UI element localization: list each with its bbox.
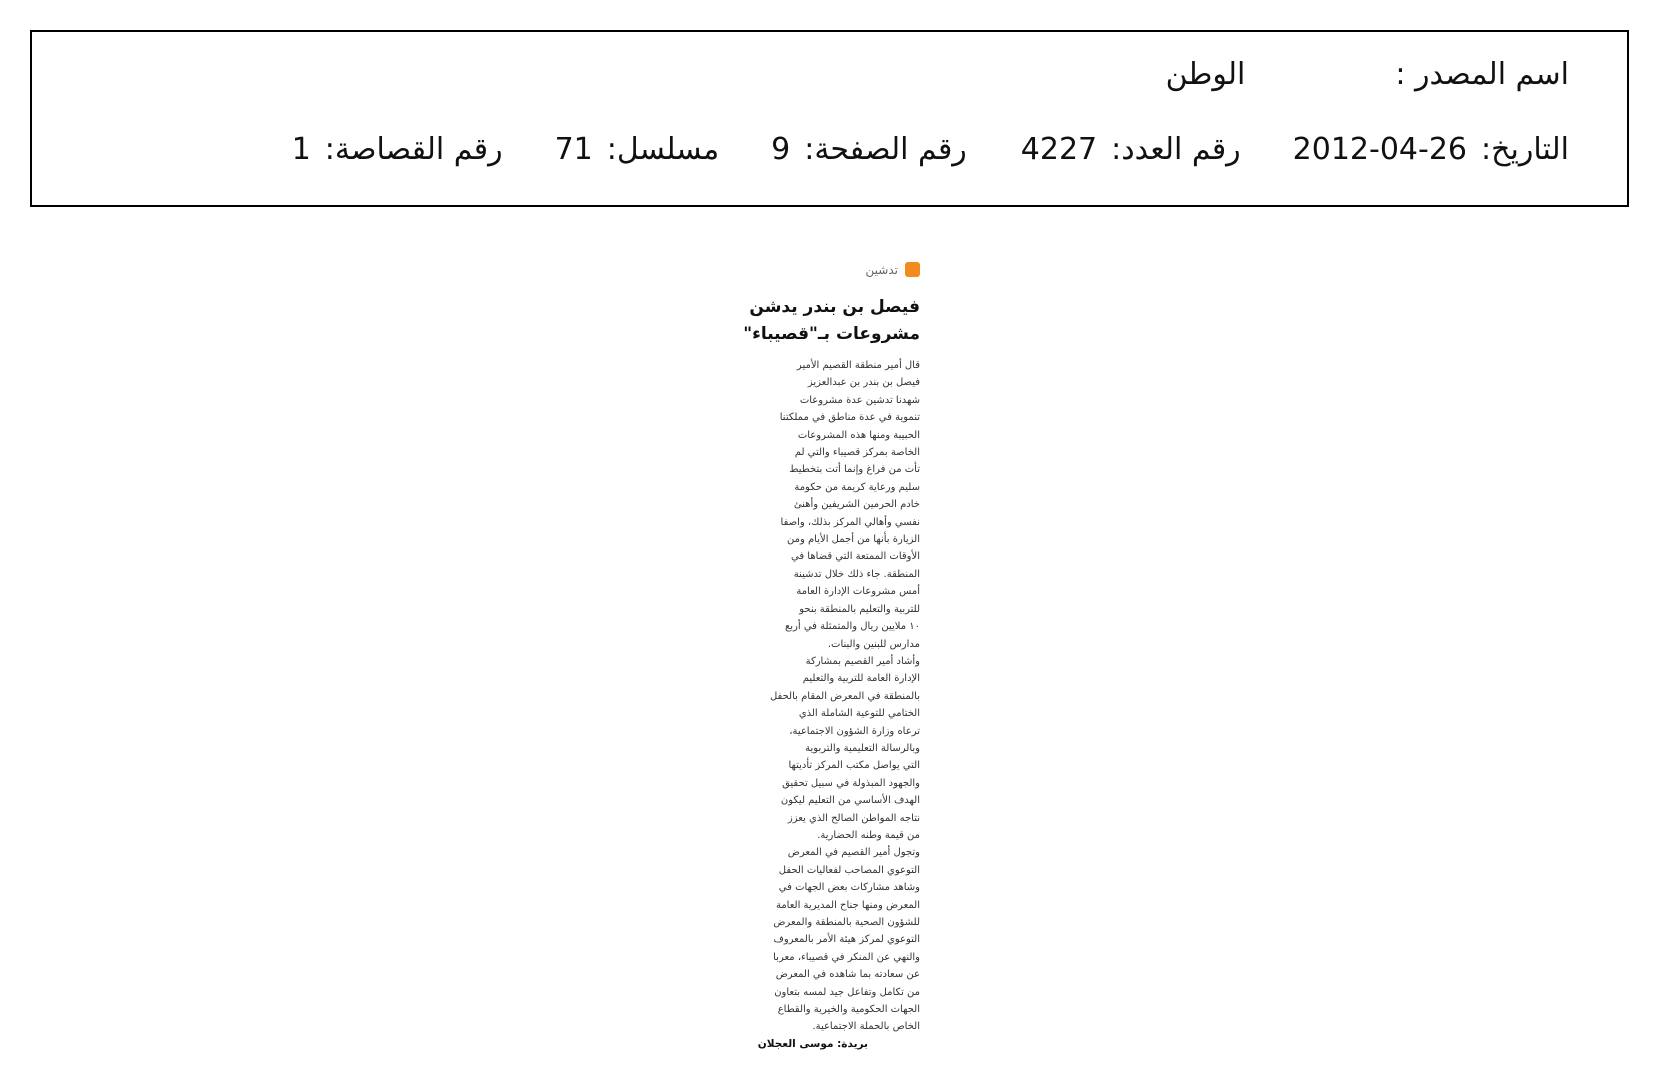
article-body-line: قال أمير منطقة القصيم الأمير <box>796 360 920 371</box>
section-tag <box>866 262 920 277</box>
article-body-line: الخاص بالحملة الاجتماعية. <box>812 1021 920 1033</box>
clipping-info-header <box>30 30 1629 207</box>
serial-value: 71 <box>554 132 593 167</box>
article-body-line: الإدارة العامة للتربية والتعليم <box>802 673 920 685</box>
article-body-line: تأت من فراغ وإنما أتت بتخطيط <box>789 464 920 476</box>
article-body-line: من تكامل وتفاعل جيد لمسه بتعاون <box>774 986 920 998</box>
section-marker-icon <box>905 262 920 277</box>
article-body-line: أمس مشروعات الإدارة العامة <box>796 586 920 598</box>
serial-label: مسلسل: <box>606 132 720 167</box>
article-body-line: نفسي وأهالي المركز بذلك، واصفا <box>780 516 920 528</box>
article-body-line: سليم ورعاية كريمة من حكومة <box>794 481 920 493</box>
article-body-line: الحبيبة ومنها هذه المشروعات <box>797 429 920 441</box>
page-number-label: رقم الصفحة: <box>804 132 967 167</box>
article-body-line: وتجول أمير القصيم في المعرض <box>787 847 920 859</box>
article-body-line: بالمنطقة في المعرض المقام بالحفل <box>769 690 920 702</box>
issue-number-label: رقم العدد: <box>1111 132 1241 167</box>
article-body-line: للتربية والتعليم بالمنطقة بنحو <box>799 603 920 615</box>
headline-line: فيصل بن بندر يدشن <box>749 297 920 317</box>
article-body-line: للشؤون الصحية بالمنطقة والمعرض <box>773 917 920 928</box>
article-body-line: وبالرسالة التعليمية والتربوية <box>805 742 920 754</box>
article-body-line: مدارس للبنين والبنات. <box>827 638 920 650</box>
article-body-line: الهدف الأساسي من التعليم ليكون <box>780 795 920 807</box>
source-label: اسم المصدر : <box>1395 57 1569 92</box>
article-body-line: الختامي للتوعية الشاملة الذي <box>798 708 920 720</box>
article-body-line: التي يواصل مكتب المركز تأديتها <box>788 760 920 772</box>
date-value: 2012-04-26 <box>1292 132 1468 167</box>
article-body-line: المنطقة. جاء ذلك خلال تدشينة <box>793 568 920 580</box>
article-body-line: فيصل بن بندر بن عبدالعزيز <box>807 377 920 389</box>
article-body-line: شهدنا تدشين عدة مشروعات <box>799 394 920 406</box>
article-body-line: عن سعادته بما شاهده في المعرض <box>775 969 920 981</box>
article-body-line: خادم الحرمين الشريفين وأهنئ <box>793 499 920 511</box>
headline-line: مشروعات بـ"قصيباء" <box>743 324 920 344</box>
newspaper-clipping <box>743 258 920 1058</box>
section-label: تدشين <box>865 262 898 277</box>
article-body-line: التوعوي المصاحب لفعاليات الحفل <box>778 864 920 876</box>
article-body-line: نتاجه المواطن الصالح الذي يعزز <box>787 812 920 824</box>
source-row <box>72 57 1569 92</box>
metadata-row <box>72 132 1569 167</box>
article-body-line: ١٠ ملايين ريال والمتمثلة في أربع <box>784 621 920 633</box>
article-body-line: من قيمة وطنه الحضارية. <box>817 829 920 841</box>
article-body-line: ترعاه وزارة الشؤون الاجتماعية، <box>789 725 920 737</box>
article-byline: بريدة: موسى العجلان <box>757 1038 868 1050</box>
article-body-line: الزيارة بأنها من أجمل الأيام ومن <box>787 534 920 546</box>
article-body-line: والنهي عن المنكر في قصيباء، معربا <box>773 951 920 963</box>
article-body-line: الأوقات الممتعة التي قضاها في <box>791 551 920 563</box>
article-body-line: وشاهد مشاركات بعض الجهات في <box>778 882 920 894</box>
clip-number-value: 1 <box>291 132 311 167</box>
article-body-line: الخاصة بمركز قصيباء والتي لم <box>794 447 920 459</box>
page-number-value: 9 <box>771 132 791 167</box>
article-body-line: الجهات الحكومية والخيرية والقطاع <box>777 1004 920 1016</box>
source-value: الوطن <box>1165 57 1246 92</box>
article-body-line: المعرض ومنها جناح المديرية العامة <box>775 899 920 911</box>
issue-number-value: 4227 <box>1020 132 1098 167</box>
article-body-line: التوعوي لمركز هيئة الأمر بالمعروف <box>773 934 920 946</box>
article-headline <box>743 294 920 348</box>
date-label: التاريخ: <box>1481 132 1569 167</box>
clip-number-label: رقم القصاصة: <box>324 132 503 167</box>
article-body-line: تنموية في عدة مناطق في مملكتنا <box>779 412 920 424</box>
article-body-line: والجهود المبذولة في سبيل تحقيق <box>782 777 920 789</box>
article-body <box>748 357 920 1036</box>
article-body-line: وأشاد أمير القصيم بمشاركة <box>805 655 920 667</box>
